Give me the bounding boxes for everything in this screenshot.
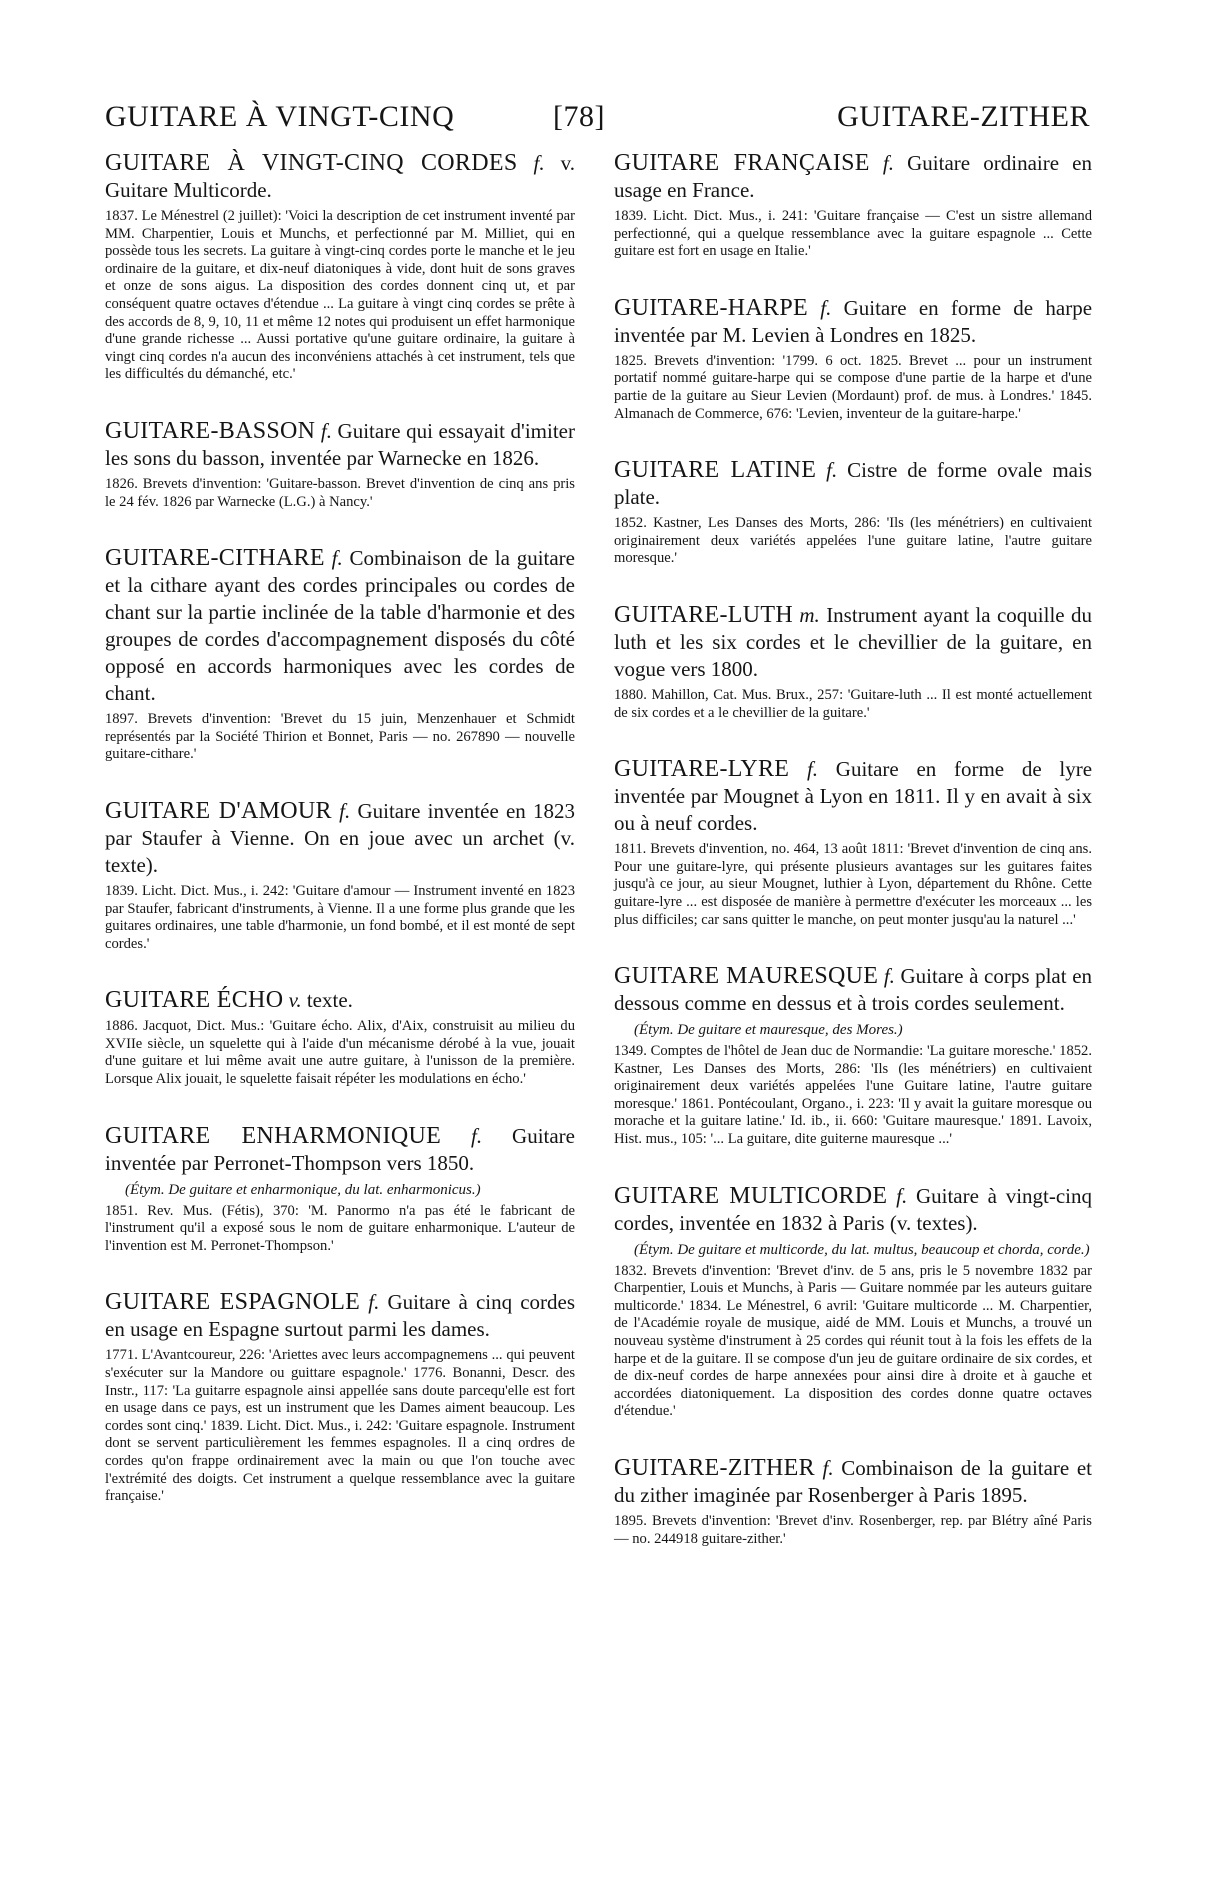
entry-gram: f.: [339, 798, 351, 823]
entry-headword: GUITARE ÉCHO: [105, 987, 284, 1014]
entry-headword: GUITARE MAURESQUE: [614, 963, 879, 990]
entry-definition: Cistre de forme ovale mais plate.: [614, 458, 1093, 510]
dictionary-entry: [614, 756, 1092, 929]
entry-definition: Guitare en forme de lyre inventée par Mougnet à Lyon en 1811. Il y en avait à six ou à neuf cordes.: [614, 757, 1093, 836]
entry-etymology: (Étym. De guitare et mauresque, des Mores.): [634, 1022, 903, 1039]
right-column: [614, 150, 1092, 1582]
entry-definition: Instrument ayant la coquille du luth et les six cordes et le chevillier de la guitare, en vogue vers 1800.: [614, 602, 1092, 681]
entry-gram: f.: [806, 757, 819, 782]
entry-definition: Combinaison de la guitare et du zither imaginée par Rosenberger à Paris 1895.: [614, 1456, 1092, 1507]
entry-headword: GUITARE-LYRE: [614, 756, 790, 783]
entry-citation: 1839. Licht. Dict. Mus., i. 242: 'Guitare d'amour — Instrument inventé en 1823 par Staufer, fabricant d'instruments, à Vienne. Il a une forme plus grande que les guitares ordinaires, une table d'harmonie, un fond bombé, et il est monté de sept cordes.': [105, 882, 575, 952]
entry-head: [614, 150, 1092, 204]
dictionary-entry: [614, 602, 1092, 722]
entry-headword: GUITARE-HARPE: [614, 294, 808, 321]
entry-citation: 1839. Licht. Dict. Mus., i. 241: 'Guitare française — C'est un sistre allemand perfectionné, qui a quelque ressemblance avec la guitare espagnole ... Cette guitare est fort en usage en Italie.': [614, 208, 1092, 260]
entry-head: [105, 545, 575, 707]
entry-citation: 1825. Brevets d'invention: '1799. 6 oct. 1825. Brevet ... pour un instrument portatif nommé guitare-harpe qui se compose d'une partie de la harpe et d'une partie de la guitare au Sieur Levien (Mordaunt) prof. de mus. à Londres.' 1845. Almanach de Commerce, 676: 'Levien, inventeur de la guitare-harpe.': [614, 352, 1092, 422]
entry-citation: 1852. Kastner, Les Danses des Morts, 286: 'Ils (les ménétriers) en cultivaient originairement deux variétés appelées l'une guitare latine, l'autre guitare moresque.': [614, 515, 1092, 567]
entry-gram: f.: [320, 418, 332, 443]
entry-gram: f.: [826, 458, 838, 483]
dictionary-entry: [614, 150, 1092, 261]
entry-citation: 1851. Rev. Mus. (Fétis), 370: 'M. Panormo n'a pas été le fabricant de l'instrument qu'il a exposé sous le nom de guitare enharmonique. L'auteur de l'invention est M. Perronet-Thompson.': [105, 1202, 575, 1254]
entry-citation: 1349. Comptes de l'hôtel de Jean duc de Normandie: 'La guitare moresche.' 1852. Kastner, Les Danses des Morts, 286: 'Ils (les ménétriers) en cultivaient originairement deux variétés appelées l'une Guitare latine, l'autre guitare moresque.' 1861. Pontécoulant, Organo., i. 223: 'Il y avait la guitare moresque ou morache et la guitare latine.' Id. ib., ii. 660: 'Guitare mauresque.' 1891. Lavoix, Hist. mus., 105: '... La guitare, dite guiterne mauresque ...': [614, 1043, 1092, 1148]
entry-head: [614, 1455, 1092, 1509]
entry-citation: 1771. L'Avantcoureur, 226: 'Ariettes avec leurs accompagnemens ... qui peuvent s'exécuter sur la Mandore ou guittare espagnole.' 1776. Bonanni, Descr. des Instr., 117: 'La guitarre espagnole ainsi appellée sans doute parcequ'elle est fort en usage dans ce pays, est un instrument que les Dames aiment beaucoup. Les cordes sont cinq.' 1839. Licht. Dict. Mus., i. 242: 'Guitare espagnole. Instrument dont se servent particulièrement les femmes espagnoles. Il a cinq ordres de cordes qu'on frappe ordinairement avec la main ou que l'on touche avec l'extrémité des doigts. Cet instrument a quelque ressemblance avec la guitare française.': [105, 1347, 575, 1505]
entry-headword: GUITARE D'AMOUR: [105, 797, 332, 824]
entry-head: [614, 602, 1092, 683]
dictionary-entry: [105, 418, 575, 511]
entry-citation: 1886. Jacquot, Dict. Mus.: 'Guitare écho. Alix, d'Aix, construisit au milieu du XVIIe siècle, un squelette qui à l'aide d'un mécanisme dérobé à la vue, jouait d'une guitare et lui même avait une autre guitare, à l'unisson de la première. Lorsque Alix jouait, le squelette faisait répéter les modulations en écho.': [105, 1018, 575, 1088]
entry-definition: Guitare en forme de harpe inventée par M. Levien à Londres en 1825.: [614, 295, 1093, 347]
entry-head: [614, 295, 1092, 349]
entry-gram: f.: [533, 151, 545, 175]
running-head-right: GUITARE-ZITHER: [837, 100, 1090, 133]
entry-definition: Guitare inventée en 1823 par Staufer à Vienne. On en joue avec un archet (v. texte).: [105, 798, 576, 877]
entry-etymology: (Étym. De guitare et enharmonique, du lat. enharmonicus.): [125, 1181, 481, 1198]
entry-head: [105, 150, 575, 204]
entry-definition: v. Guitare Multicorde.: [105, 151, 575, 202]
entry-citation: 1811. Brevets d'invention, no. 464, 13 août 1811: 'Brevet d'invention de cinq ans. Pour une guitare-lyre, qui présente plusieurs avantages sur les guitares faites jusqu'à ce jour, au sieur Mougnet, luthier à Lyon, département du Rhône. Cette guitare-lyre ... est disposée de manière à permettre d'exécuter les morceaux ... les plus difficiles; car sans quitter le manche, on peut monter jusqu'au la naturel ...': [614, 841, 1092, 928]
entry-head: [614, 457, 1092, 511]
dictionary-entry: [614, 457, 1092, 568]
dictionary-entry: [105, 1289, 575, 1505]
entry-gram: v.: [288, 988, 302, 1013]
entry-headword: GUITARE ESPAGNOLE: [105, 1289, 361, 1316]
entry-citation: 1832. Brevets d'invention: 'Brevet d'inv. de 5 ans, pris le 5 novembre 1832 par Charpentier, Louis et Munchs, à Paris — Guitare nommée par les auteurs guitare multicorde.' 1834. Le Ménestrel, 6 avril: 'Guitare multicorde ... M. Charpentier, de l'Académie royale de musique, aidé de MM. Louis et Munchs, a trouvé un nouveau système d'instrument à 25 cordes qui réunit tout à la fois les effets de la harpe et de la guitare. Il se compose d'un jeu de guitare ordinaire de six cordes, et de dix-neuf cordes de harpe annexées pour ainsi dire à droite et à gauche et accordées diatoniquement. La disposition des cordes donne quatre octaves d'étendue.': [614, 1262, 1092, 1420]
left-column: [105, 150, 575, 1540]
entry-headword: GUITARE-CITHARE: [105, 545, 325, 572]
dictionary-entry: [105, 798, 575, 953]
entry-gram: f.: [883, 964, 895, 989]
entry-head: [614, 963, 1092, 1017]
entry-citation: 1826. Brevets d'invention: 'Guitare-basson. Brevet d'invention de cinq ans pris le 24 fév. 1826 par Warnecke (L.G.) à Nancy.': [105, 475, 575, 510]
entry-gram: f.: [331, 546, 343, 571]
running-head: [105, 100, 1090, 140]
entry-definition: Guitare à cinq cordes en usage en Espagne surtout parmi les dames.: [105, 1290, 576, 1342]
entry-gram: f.: [471, 1123, 483, 1148]
entry-citation: 1837. Le Ménestrel (2 juillet): 'Voici la description de cet instrument inventé par MM. Charpentier, Louis et Munchs, et perfectionné par M. Milliet, qui en possède tous les secrets. La guitare à vingt-cinq cordes porte le manche et le jeu ordinaire de la guitare, et dix-neuf diatoniques à vide, dont huit de sons graves et onze de sons aigus. La disposition des cordes donnent cinq ut, et par conséquent quatre octaves d'étendue ... La guitare à vingt cinq cordes se prête à des accords de 8, 9, 10, 11 et même 12 notes qui produisent un effet harmonique d'une grande richesse ... Aussi portative qu'une guitare ordinaire, la guitare à vingt cinq cordes n'a aucun des inconvéniens attachés à cet instrument, tels que les difficultés du démanché, etc.': [105, 208, 575, 383]
dictionary-entry: [105, 1123, 575, 1256]
entry-citation: 1880. Mahillon, Cat. Mus. Brux., 257: 'Guitare-luth ... Il est monté actuellement de six cordes et a le chevillier de la guitare.': [614, 686, 1092, 721]
entry-headword: GUITARE ENHARMONIQUE: [105, 1122, 442, 1149]
entry-citation: 1897. Brevets d'invention: 'Brevet du 15 juin, Menzenhauer et Schmidt représentés par la Société Thirion et Bonnet, Paris — no. 267890 — nouvelle guitare-cithare.': [105, 711, 575, 763]
dictionary-entry: [614, 1183, 1092, 1421]
entry-headword: GUITARE-BASSON: [105, 417, 316, 444]
entry-gram: f.: [368, 1290, 380, 1315]
entry-headword: GUITARE-ZITHER: [614, 1455, 815, 1481]
entry-gram: m.: [799, 602, 820, 627]
entry-head: [105, 1289, 575, 1343]
entry-etymology: (Étym. De guitare et multicorde, du lat. multus, beaucoup et chorda, corde.): [634, 1241, 1090, 1258]
entry-definition: Guitare qui essayait d'imiter les sons du basson, inventée par Warnecke en 1826.: [105, 418, 575, 470]
entry-citation: 1895. Brevets d'invention: 'Brevet d'inv. Rosenberger, rep. par Blétry aîné Paris — no. 244918 guitare-zither.': [614, 1513, 1092, 1547]
entry-definition: Guitare inventée par Perronet-Thompson vers 1850.: [105, 1123, 576, 1175]
entry-definition: Guitare à corps plat en dessous comme en dessus et à trois cordes seulement.: [614, 964, 1093, 1016]
entry-definition: Combinaison de la guitare et la cithare ayant des cordes principales ou cordes de chant sur la partie inclinée de la table d'harmonie et des groupes de cordes d'accompagnement disposés du côté opposé en accords harmoniques avec les cordes de chant.: [105, 546, 575, 706]
entry-head: [105, 1123, 575, 1177]
running-head-left: GUITARE À VINGT-CINQ: [105, 100, 455, 133]
entry-head: [105, 418, 575, 472]
dictionary-entry: [614, 963, 1092, 1149]
dictionary-entry: [614, 1455, 1092, 1548]
entry-gram: f.: [882, 151, 894, 175]
entry-gram: f.: [820, 295, 832, 320]
dictionary-entry: [105, 987, 575, 1088]
entry-gram: f.: [822, 1456, 834, 1480]
entry-definition: Guitare ordinaire en usage en France.: [614, 151, 1092, 202]
dictionary-entry: [614, 295, 1092, 423]
entry-headword: GUITARE FRANÇAISE: [614, 150, 870, 176]
entry-gram: f.: [896, 1183, 908, 1208]
entry-definition: texte.: [306, 988, 353, 1013]
entry-definition: Guitare à vingt-cinq cordes, inventée en 1832 à Paris (v. textes).: [614, 1183, 1093, 1235]
dictionary-entry: [105, 150, 575, 384]
page-number: [78]: [553, 100, 605, 133]
entry-head: [614, 756, 1092, 837]
entry-head: [105, 987, 575, 1014]
entry-headword: GUITARE-LUTH: [614, 601, 793, 628]
entry-head: [105, 798, 575, 879]
entry-head: [614, 1183, 1092, 1237]
entry-headword: GUITARE MULTICORDE: [614, 1182, 888, 1209]
dictionary-entry: [105, 545, 575, 764]
entry-headword: GUITARE LATINE: [614, 457, 817, 484]
entry-headword: GUITARE À VINGT-CINQ CORDES: [105, 150, 518, 176]
